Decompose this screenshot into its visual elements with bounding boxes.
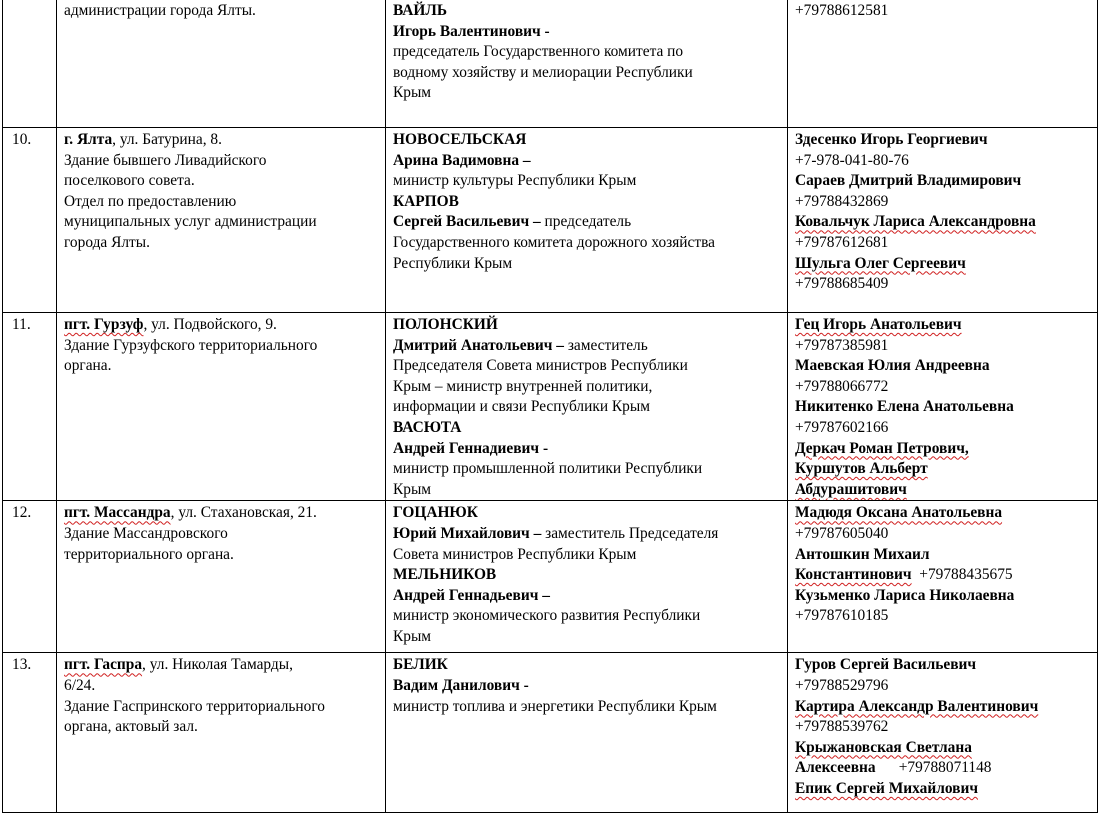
contact-name: Алексеевна [795,759,876,777]
place-line: органа. [64,357,112,375]
contact-name: Куршутов Альберт [795,460,928,478]
place-line: Здание Гурзуфского территориального [64,336,318,354]
contact-name: Деркач Роман Петрович, [795,439,969,457]
place-street: , ул. Батурина, 8. [112,131,222,148]
official-surname: БЕЛИК [393,656,448,674]
place-town: пгт. Гаспра [64,656,143,674]
official-post: Крым [393,84,432,102]
contact-name: Здесенко Игорь Георгиевич [795,131,988,148]
contact-phone: +79787610185 [795,607,889,625]
place-line: Здание бывшего Ливадийского [64,151,267,169]
place-line: Отдел по предоставлению [64,192,237,210]
place-line: администрации города Ялты. [64,2,256,19]
contact-phone: +79788612581 [795,2,889,19]
official-post: Крым [393,627,432,645]
contact-phone: +79787605040 [795,524,889,542]
contact-name: Ковальчук Лариса Александровна [795,213,1036,231]
row-number: 11. [3,313,57,501]
official-post: министр топлива и энергетики Республики Крым [393,697,717,715]
contacts-cell [788,313,1098,501]
table-row [3,313,1098,501]
place-street: , ул. Подвойского, 9. [143,316,277,333]
officials-cell [386,0,788,128]
contact-phone: +79788685409 [795,275,889,293]
contact-phone: +79787602166 [795,418,889,436]
official-post: министр промышленной политики Республики [393,460,703,478]
official-name: Юрий Михайлович – [393,524,542,542]
place-cell [57,313,386,501]
place-street: , ул. Стахановская, 21. [170,504,317,522]
official-post: министр экономического развития Республики [393,607,701,625]
official-name: Дмитрий Анатольевич – [393,336,564,354]
official-post: Председателя Совета министров Республики [393,357,688,375]
contact-name: Епик Сергей Михайлович [795,779,978,797]
official-surname: КАРПОВ [393,192,459,210]
official-name: Вадим Данилович - [393,676,529,694]
contact-phone: +79788432869 [795,192,889,210]
official-name: Андрей Геннадиевич - [393,439,549,457]
officials-cell [386,128,788,313]
contact-phone: +79788071148 [875,759,992,777]
officials-cell [386,313,788,501]
place-line: территориального органа. [64,545,234,563]
place-line: Здание Массандровского [64,524,228,542]
contact-phone: +79788435675 [911,566,1013,584]
table-row [3,501,1098,653]
official-name: Арина Вадимовна – [393,151,531,169]
official-surname: ВАЙЛЬ [393,2,448,19]
contact-name: Картира Александр Валентинович [795,697,1039,715]
place-cell [57,653,386,813]
table-row [3,128,1098,313]
official-post: Крым – министр внутренней политики, [393,377,653,395]
place-cell [57,128,386,313]
place-cell [57,501,386,653]
contacts-cell [788,0,1098,128]
contact-phone: +7-978-041-80-76 [795,151,909,169]
place-town: г. Ялта [64,131,113,148]
contact-phone: +79787612681 [795,233,889,251]
official-post: министр культуры Республики Крым [393,172,637,190]
official-post: информации и связи Республики Крым [393,398,650,416]
official-post: Республики Крым [393,254,513,272]
contacts-cell [788,128,1098,313]
place-line: муниципальных услуг администрации [64,213,317,231]
contact-name: Антошкин Михаил [795,545,930,563]
official-surname: ВАСЮТА [393,418,462,436]
contact-name: Крыжановская Светлана [795,738,972,756]
place-line: Здание Гаспринского территориального [64,697,325,715]
contact-phone: +79787385981 [795,336,889,354]
contact-name: Никитенко Елена Анатольевна [795,398,1014,416]
table-row [3,0,1098,128]
official-post: Крым [393,480,432,498]
official-name: Игорь Валентинович - [393,22,550,40]
table-row [3,653,1098,813]
contacts-cell [788,653,1098,813]
contact-name: Абдурашитович [795,480,907,498]
officials-cell [386,653,788,813]
contact-phone: +79788539762 [795,718,889,736]
row-number: 13. [3,653,57,813]
row-number: 12. [3,501,57,653]
official-post-inline: председатель [540,213,632,231]
contact-name: Сараев Дмитрий Владимирович [795,172,1022,190]
place-line: органа, актовый зал. [64,718,198,736]
official-post: Совета министров Республики Крым [393,545,637,563]
contact-name: Гуров Сергей Васильевич [795,656,977,674]
place-cell [57,0,386,128]
official-post-inline: заместитель Председателя [541,524,719,542]
contact-name: Маевская Юлия Андреевна [795,357,990,375]
place-street: , ул. Николая Тамарды, [142,656,293,674]
official-post: водному хозяйству и мелиорации Республики [393,63,693,81]
official-surname: ГОЦАНЮК [393,504,478,522]
contact-phone: +79788066772 [795,377,889,395]
contact-name: Шульга Олег Сергеевич [795,254,966,272]
contact-name: Кузьменко Лариса Николаевна [795,586,1015,604]
contacts-cell [788,501,1098,653]
contact-name: Гец Игорь Анатольевич [795,316,962,333]
contact-name: Мадюдя Оксана Анатольевна [795,504,1003,522]
place-line: города Ялты. [64,233,150,251]
place-town: пгт. Гурзуф [64,316,144,333]
official-post: председатель Государственного комитета по [393,43,684,61]
row-number [3,0,57,128]
officials-cell [386,501,788,653]
contact-name: Константинович [795,566,912,584]
official-name: Андрей Геннадьевич – [393,586,550,604]
official-surname: НОВОСЕЛЬСКАЯ [393,131,527,148]
official-name: Сергей Васильевич – [393,213,541,231]
official-surname: МЕЛЬНИКОВ [393,566,497,584]
place-town: пгт. Массандра [64,504,171,522]
place-line: 6/24. [64,676,96,694]
contacts-table [2,0,1098,813]
official-post-inline: заместитель [563,336,648,354]
row-number: 10. [3,128,57,313]
place-line: поселкового совета. [64,172,195,190]
official-surname: ПОЛОНСКИЙ [393,316,498,333]
contact-phone: +79788529796 [795,676,889,694]
official-post: Государственного комитета дорожного хозяйства [393,233,715,251]
